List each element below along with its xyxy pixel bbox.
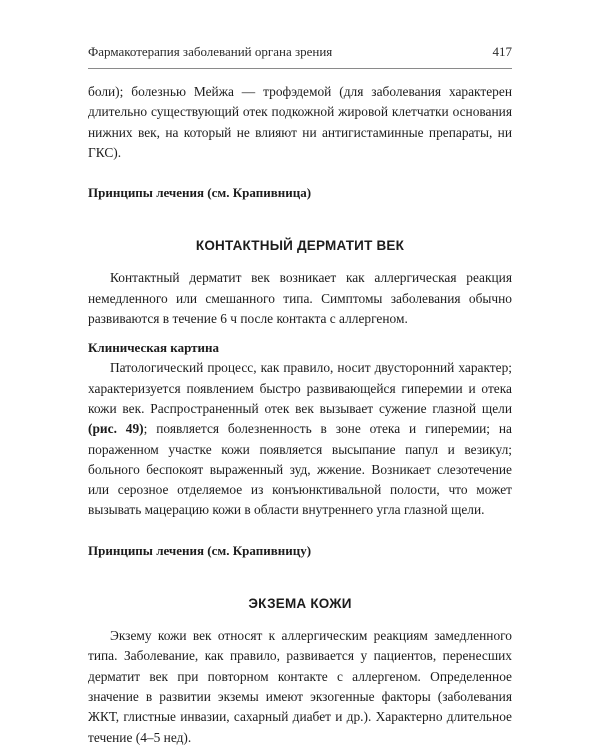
clinical-picture-paragraph [88,358,512,520]
contact-dermatitis-paragraph: Контактный дерматит век возникает как аллергическая реакция немедленного или смешанного типа. Симптомы заболевания обычно развиваются в течение 6 ч после контакта с аллергеном. [88,270,512,327]
clinical-text-part-1: Патологический процесс, как правило, носит двусторонний характер; характеризуется появлением быстро развивающейся гиперемии и отека кожи век. Распространенный отек век вызывает сужение глазной щели [88,360,512,416]
header-divider [88,68,512,69]
page-body [88,82,512,748]
intro-paragraph: боли); болезнью Мейжа — трофэдемой (для заболевания характерен длительно существующий отек подкожной жировой клетчатки основания нижних век, на который не влияют ни антигистаминные препараты, ни ГКС). [88,84,512,160]
header-title: Фармакотерапия заболеваний органа зрения [88,44,333,59]
clinical-text-part-2: ; появляется болезненность в зоне отека и гиперемии; на пораженном участке кожи появляется высыпание папул и везикул; больного беспокоят выраженный зуд, жжение. Возникает слезотечение или серозное отделяемое из конъюнктивальной полости, что может вызывать мацерацию кожи в области внутреннего угла глазной щели. [88,421,512,518]
running-header [88,44,512,60]
treatment-principles-contact: Принципы лечения (см. Крапивницу) [88,542,312,558]
section-title-contact-dermatitis: КОНТАКТНЫЙ ДЕРМАТИТ ВЕК [195,238,405,254]
eczema-paragraph: Экзему кожи век относят к аллергическим реакциям замедленного типа. Заболевание, как правило, развивается у пациентов, перенесших дерматит век при повторном контакте с аллергеном. Определенное значение в развитии экземы имеют экзогенные факторы (заболевания ЖКТ, глистные инвазии, сахарный диабет и др.). Характерно длительное течение (4–5 нед). [88,628,512,745]
page-number: 417 [492,44,512,59]
section-title-eczema: ЭКЗЕМА КОЖИ [248,596,352,612]
treatment-principles-urticaria: Принципы лечения (см. Крапивница) [88,185,312,201]
clinical-picture-heading: Клиническая картина [88,340,220,356]
figure-reference-link[interactable]: (рис. 49) [88,421,144,437]
